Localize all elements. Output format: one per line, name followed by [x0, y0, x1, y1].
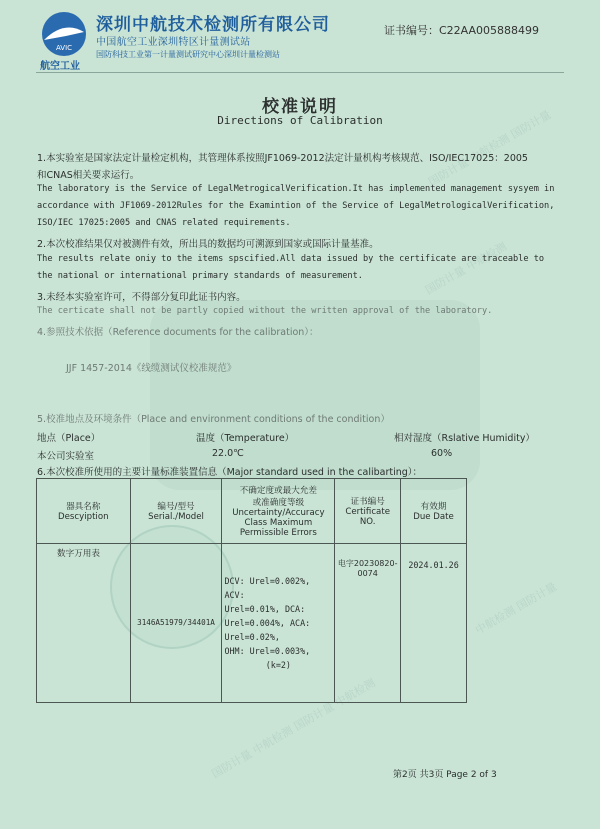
watermark-text: 中航检测 国防计量 [473, 579, 559, 637]
para-1-cn-line-1: 1.本实验室是国家法定计量检定机构，其管理体系按照JF1069-2012法定计量机构考核规范、ISO/IEC17025：2005 [37, 153, 528, 164]
para-2-en-line-2: the national or international primary standards of measurement. [37, 271, 363, 281]
place-value: 本公司实验室 [37, 451, 95, 462]
humidity-value: 60% [431, 448, 453, 459]
para-1-cn-line-2: 和CNAS相关要求运行。 [37, 170, 140, 181]
cell-certificate-no: 电字20230820-0074 [335, 544, 401, 703]
header-divider [36, 72, 564, 73]
para-3-en: The certicate shall not be partly copied without the written approval of the laboratory. [37, 306, 493, 316]
watermark-text: 国防计量 中航检测 国防计量 [426, 108, 554, 189]
para-1-en-line-1: The laboratory is the Service of LegalMetrogicalVerification.It has implemented management sysyem in [37, 184, 555, 194]
organization-subtitle-2: 国防科技工业第一计量测试研究中心深圳计量检测站 [96, 50, 280, 59]
header-certificate-no: 证书编号 Certificate NO. [335, 479, 401, 544]
temperature-value: 22.0℃ [212, 448, 244, 459]
page-title-en: Directions of Calibration [217, 114, 383, 127]
para-3-cn: 3.未经本实验室许可，不得部分复印此证书内容。 [37, 292, 246, 303]
standards-table [36, 478, 467, 703]
page-title: 校准说明 [262, 97, 338, 117]
table-row [37, 544, 467, 703]
header-uncertainty: 不确定度或最大允差 或准确度等级 Uncertainty/Accuracy Class Maximum Permissible Errors [222, 479, 335, 544]
avic-logo [36, 10, 92, 62]
place-label: 地点（Place） [37, 433, 101, 444]
temperature-label: 温度（Temperature） [196, 433, 295, 444]
watermark-text: 国防计量 中航检测 国防计量 中航检测 [209, 676, 378, 781]
organization-subtitle: 中国航空工业深圳特区计量测试站 [96, 37, 251, 48]
para-1-en-line-2: accordance with JF1069-2012Rules for the Examintion of the Service of LegalMetrologicalVerification, [37, 201, 555, 211]
header-due-date: 有效期 Due Date [401, 479, 467, 544]
para-6: 6.本次校准所使用的主要计量标准装置信息（Major standard used in the calibarting）： [37, 467, 423, 478]
humidity-label: 相对湿度（Rslative Humidity） [394, 433, 535, 444]
cell-due-date: 2024.01.26 [401, 544, 467, 703]
logo-caption: 航空工业 [40, 61, 80, 72]
certificate-number: 证书编号：C22AA005888499 [384, 24, 540, 37]
header-description: 器具名称 Descyiption [37, 479, 131, 544]
reference-document: JJF 1457-2014《线缆测试仪校准规范》 [66, 363, 237, 374]
watermark-text: 国防计量 中航检测 [423, 239, 509, 297]
organization-name: 深圳中航技术检测所有限公司 [96, 15, 330, 35]
table-header-row [37, 479, 467, 544]
para-2-cn: 2.本次校准结果仅对被测件有效，所出具的数据均可溯源到国家或国际计量基准。 [37, 239, 379, 250]
cell-description: 数字万用表 [37, 544, 131, 703]
para-2-en-line-1: The results relate oniy to the items spscified.All data issued by the certificate are traceable to [37, 254, 545, 264]
logo-badge: AVIC [55, 44, 73, 52]
para-5: 5.校准地点及环境条件（Place and environment conditions of the condition） [37, 414, 390, 425]
cell-serial-model: 3146A51979/34401A [130, 544, 222, 703]
page-footer: 第2页 共3页 Page 2 of 3 [393, 770, 497, 780]
header-serial-model: 编号/型号 Serial./Model [130, 479, 222, 544]
para-4: 4.参照技术依据（Reference documents for the calibration）： [37, 327, 319, 338]
para-1-en-line-3: ISO/IEC 17025:2005 and CNAS related requirements. [37, 218, 291, 228]
cell-uncertainty: DCV: Urel=0.002%, ACV: Urel=0.01%, DCA: Urel=0.004%, ACA: Urel=0.02%, OHM: Urel=0.003%, (k=2) [222, 544, 335, 703]
